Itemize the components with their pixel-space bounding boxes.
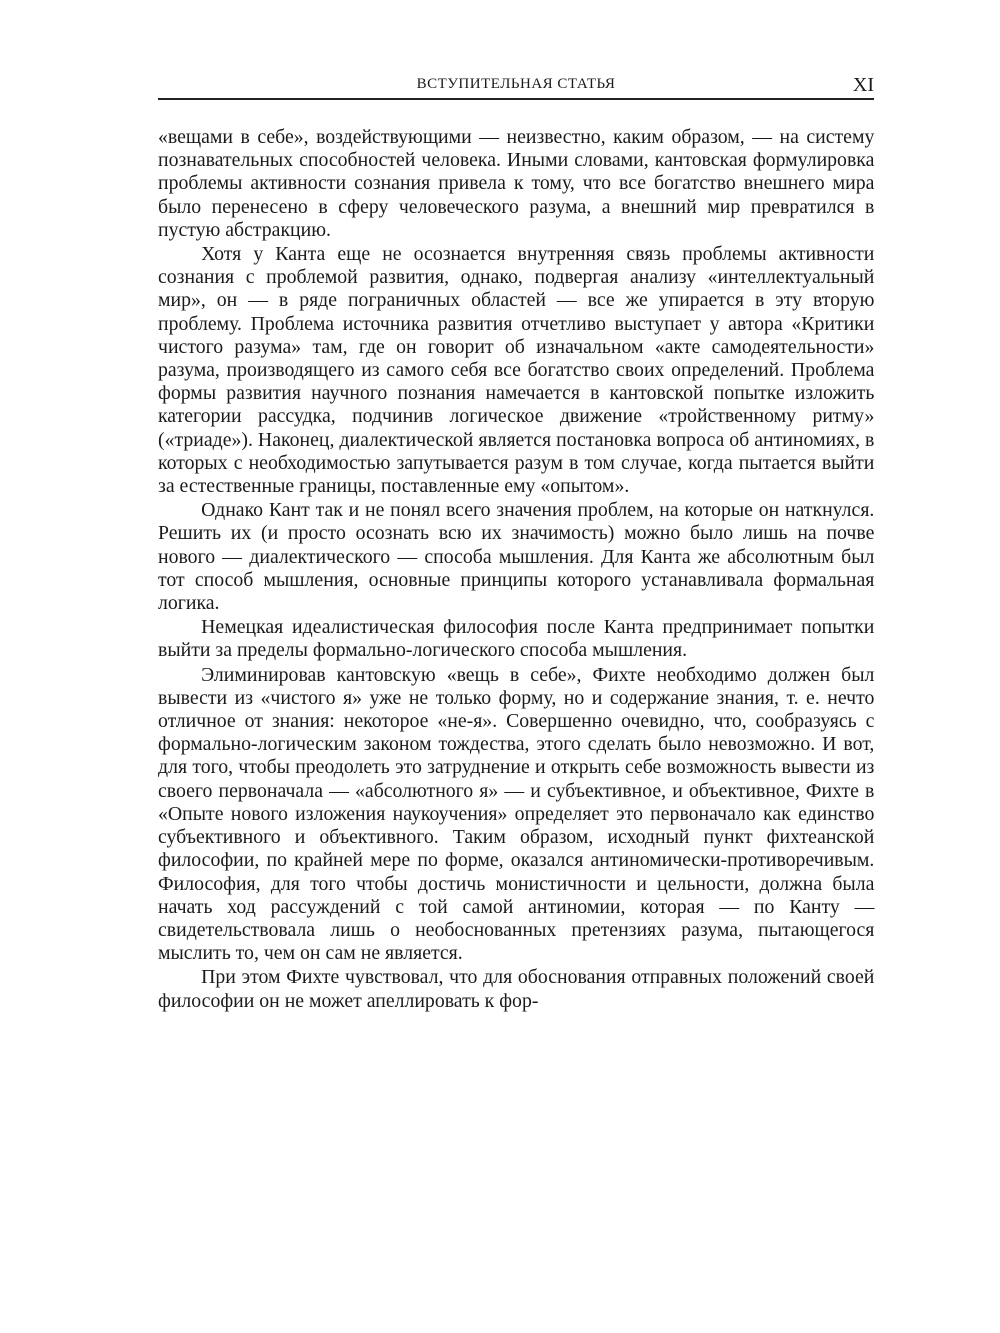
paragraph: Однако Кант так и не понял всего значения проблем, на которые он наткнулся. Решить их (и просто осознать всю их значимость) можно было лишь на почве нового — диалектического — способа мышления. Для Канта же абсолютным был тот способ мышления, основные принципы которого устанавливала формальная логика. [158,499,875,615]
paragraph: При этом Фихте чувствовал, что для обоснования отправных положений своей философии он не может апеллировать к фор- [158,966,875,1012]
paragraph-continuation: «вещами в себе», воздействующими — неизвестно, каким образом, — на систему познавательных способностей человека. Иными словами, кантовская формулировка проблемы активности сознания привела к тому, что все богатство внешнего мира было перенесено в сферу человеческого разума, а внешний мир превратился в пустую абстракцию. [158,126,875,241]
running-header [158,74,874,100]
paragraph: Немецкая идеалистическая философия после Канта предпринимает попытки выйти за пределы формально-логического способа мышления. [158,616,875,662]
running-title: ВСТУПИТЕЛЬНАЯ СТАТЬЯ [416,76,616,92]
paragraph: Элиминировав кантовскую «вещь в себе», Фихте необходимо должен был вывести из «чистого я» уже не только форму, но и содержание знания, т. е. нечто отличное от знания: некоторое «не-я». Совершенно очевидно, что, сообразуясь с формально-логическим законом тождества, этого сделать было невозможно. И вот, для того, чтобы преодолеть это затруднение и открыть себе возможность вывести из своего первоначала — «абсолютного я» — и субъективное, и объективное, Фихте в «Опыте нового изложения наукоучения» определяет это первоначало как единство субъективного и объективного. Таким образом, исходный пункт фихтеанской философии, по крайней мере по форме, оказался антиномически-противоречивым. Философия, для того чтобы достичь монистичности и цельности, должна была начать ход рассуждений с той самой антиномии, которая — по Канту — свидетельствовала лишь о необоснованных претензиях разума, пытающегося мыслить то, чем он сам не является. [158,663,875,965]
page-number: XI [852,74,874,96]
paragraph: Хотя у Канта еще не осознается внутренняя связь проблемы активности сознания с проблемой развития, однако, подвергая анализу «интеллектуальный мир», он — в ряде пограничных областей — все же упирается в эту вторую проблему. Проблема источника развития отчетливо выступает у автора «Критики чистого разума» там, где он говорит об изначальном «акте самодеятельности» разума, производящего из самого себя все богатство своих определений. Проблема формы развития научного познания намечается в кантовской попытке изложить категории рассудка, подчинив логическое движение «тройственному ритму» («триаде»). Наконец, диалектической является постановка вопроса об антиномиях, в которых с необходимостью запутывается разум в том случае, когда пытается выйти за естественные границы, поставленные ему «опытом». [158,243,875,498]
book-page [158,74,874,1013]
